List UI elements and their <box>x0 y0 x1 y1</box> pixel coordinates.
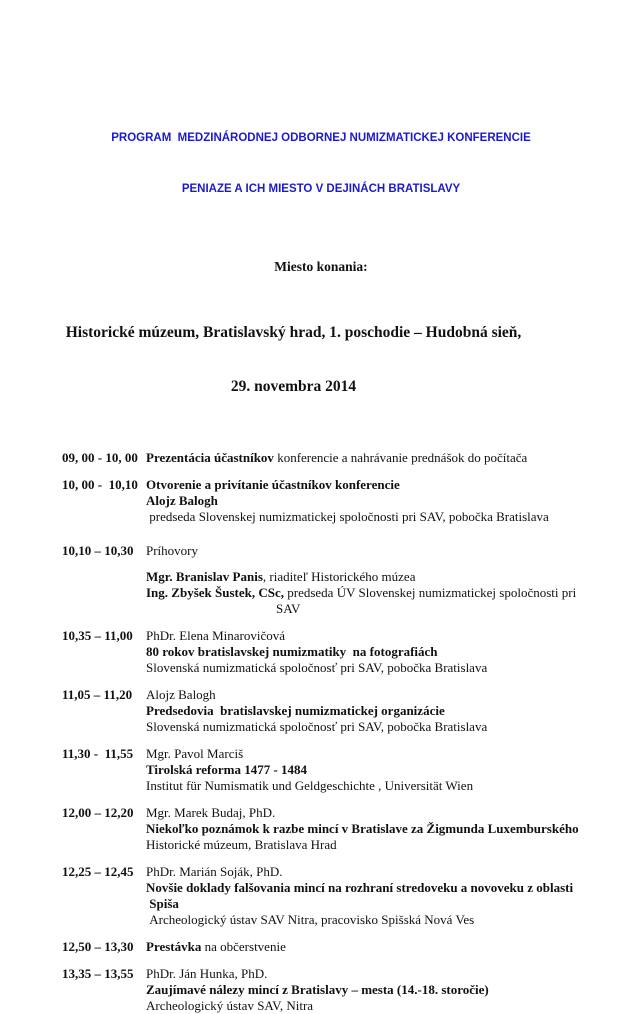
document-title-line-1: PROGRAM MEDZINÁRODNEJ ODBORNEJ NUMIZMATICKEJ KONFERENCIE <box>111 132 531 144</box>
text-regular: Historické múzeum, Bratislava Hrad <box>146 837 337 852</box>
schedule-line <box>146 601 580 617</box>
schedule-line <box>146 821 580 837</box>
schedule-item <box>62 450 580 466</box>
schedule-line <box>146 778 580 794</box>
schedule-content <box>146 628 580 676</box>
text-bold: Otvorenie a privítanie účastníkov konferencie <box>146 477 400 492</box>
venue-line-2: 29. novembra 2014 <box>230 378 357 395</box>
text-bold: Tirolská reforma 1477 - 1484 <box>146 762 308 777</box>
schedule-content <box>146 477 580 525</box>
schedule-content <box>146 543 580 617</box>
schedule-time: 10,10 – 10,30 <box>62 543 134 558</box>
schedule-line <box>146 837 580 853</box>
schedule-line <box>146 644 580 660</box>
schedule-line <box>146 982 580 998</box>
schedule-time: 10,35 – 11,00 <box>62 628 133 643</box>
schedule-item <box>62 864 580 928</box>
schedule-content <box>146 450 580 466</box>
text-regular: Alojz Balogh <box>146 687 216 702</box>
text-regular: predseda ÚV Slovenskej numizmatickej spoločnosti pri <box>284 585 577 600</box>
schedule-line <box>146 719 580 735</box>
schedule-time: 12,25 – 12,45 <box>62 864 134 879</box>
schedule-line <box>146 864 580 880</box>
text-regular: PhDr. Elena Minarovičová <box>146 628 285 643</box>
schedule-time: 13,35 – 13,55 <box>62 966 134 981</box>
text-bold: Ing. Zbyšek Šustek, CSc, <box>146 585 284 600</box>
schedule-line <box>146 966 580 982</box>
schedule-item <box>62 628 580 676</box>
document-title-line-2: PENIAZE A ICH MIESTO V DEJINÁCH BRATISLAVY <box>181 183 461 195</box>
schedule-content <box>146 966 580 1014</box>
schedule-content <box>146 746 580 794</box>
schedule-item <box>62 966 580 1014</box>
schedule-item <box>62 477 580 525</box>
line-spacer <box>146 559 580 569</box>
schedule-content <box>146 939 580 955</box>
schedule-line <box>146 569 580 585</box>
text-regular: PhDr. Ján Hunka, PhD. <box>146 966 268 981</box>
schedule-time: 12,50 – 13,30 <box>62 939 134 954</box>
text-regular: predseda Slovenskej numizmatickej spoločnosti pri SAV, pobočka Bratislava <box>146 509 549 524</box>
document-title <box>62 96 580 232</box>
schedule-line <box>146 477 580 493</box>
schedule-content <box>146 864 580 928</box>
schedule-line <box>146 687 580 703</box>
schedule-item <box>62 746 580 794</box>
schedule-line <box>146 939 580 955</box>
text-regular: Slovenská numizmatická spoločnosť pri SAV, pobočka Bratislava <box>146 660 488 675</box>
schedule-line <box>146 628 580 644</box>
schedule-time: 10, 00 - 10,10 <box>62 477 138 492</box>
text-bold: Niekoľko poznámok k razbe mincí v Bratislave za Žigmunda Luxemburského <box>146 821 579 836</box>
schedule-item <box>62 805 580 853</box>
text-bold: Alojz Balogh <box>146 493 218 508</box>
text-regular: Mgr. Pavol Marciš <box>146 746 244 761</box>
venue-line-1: Historické múzeum, Bratislavský hrad, 1. poschodie – Hudobná sieň, <box>65 324 522 341</box>
text-regular: Slovenská numizmatická spoločnosť pri SAV, pobočka Bratislava <box>146 719 488 734</box>
schedule-line <box>146 896 580 912</box>
schedule-time: 11,05 – 11,20 <box>62 687 133 702</box>
schedule <box>62 450 580 1014</box>
text-regular: PhDr. Marián Soják, PhD. <box>146 864 283 879</box>
schedule-line <box>146 805 580 821</box>
text-regular: konferencie a nahrávanie prednášok do počítača <box>273 450 528 465</box>
schedule-time: 09, 00 - 10, 00 <box>62 450 138 465</box>
schedule-line <box>146 912 580 928</box>
schedule-item <box>62 687 580 735</box>
schedule-time: 11,30 - 11,55 <box>62 746 134 761</box>
text-bold: Predsedovia bratislavskej numizmatickej organizácie <box>146 703 445 718</box>
venue-label: Miesto konania: <box>274 259 368 274</box>
schedule-line <box>146 998 580 1014</box>
schedule-content <box>146 805 580 853</box>
schedule-line <box>146 450 580 466</box>
schedule-line <box>146 509 580 525</box>
text-regular: Institut für Numismatik und Geldgeschichte , Universität Wien <box>146 778 474 793</box>
text-regular: , riaditeľ Historického múzea <box>262 569 416 584</box>
schedule-line <box>146 543 580 559</box>
schedule-content <box>146 687 580 735</box>
text-bold: Zaujímavé nálezy mincí z Bratislavy – mesta (14.-18. storočie) <box>146 982 489 997</box>
text-bold: Prezentácia účastníkov <box>146 450 274 465</box>
text-regular: Príhovory <box>146 543 198 558</box>
text-regular: Archeologický ústav SAV, Nitra <box>146 998 314 1013</box>
schedule-line <box>146 746 580 762</box>
text-bold: Prestávka <box>146 939 202 954</box>
schedule-line <box>146 762 580 778</box>
text-bold: Novšie doklady falšovania mincí na rozhraní stredoveku a novoveku z oblasti <box>146 880 574 895</box>
schedule-item <box>62 939 580 955</box>
text-regular: Archeologický ústav SAV Nitra, pracovisko Spišská Nová Ves <box>146 912 475 927</box>
text-bold: 80 rokov bratislavskej numizmatiky na fotografiách <box>146 644 438 659</box>
venue-block <box>62 288 580 432</box>
text-regular: SAV <box>276 601 301 616</box>
schedule-line <box>146 493 580 509</box>
text-regular: Mgr. Marek Budaj, PhD. <box>146 805 276 820</box>
schedule-item <box>62 543 580 617</box>
text-bold: Spiša <box>146 896 179 911</box>
schedule-line <box>146 585 580 601</box>
text-regular: na občerstvenie <box>201 939 286 954</box>
schedule-line <box>146 660 580 676</box>
schedule-line <box>146 880 580 896</box>
text-bold: Mgr. Branislav Panis <box>146 569 263 584</box>
schedule-line <box>146 703 580 719</box>
schedule-time: 12,00 – 12,20 <box>62 805 134 820</box>
